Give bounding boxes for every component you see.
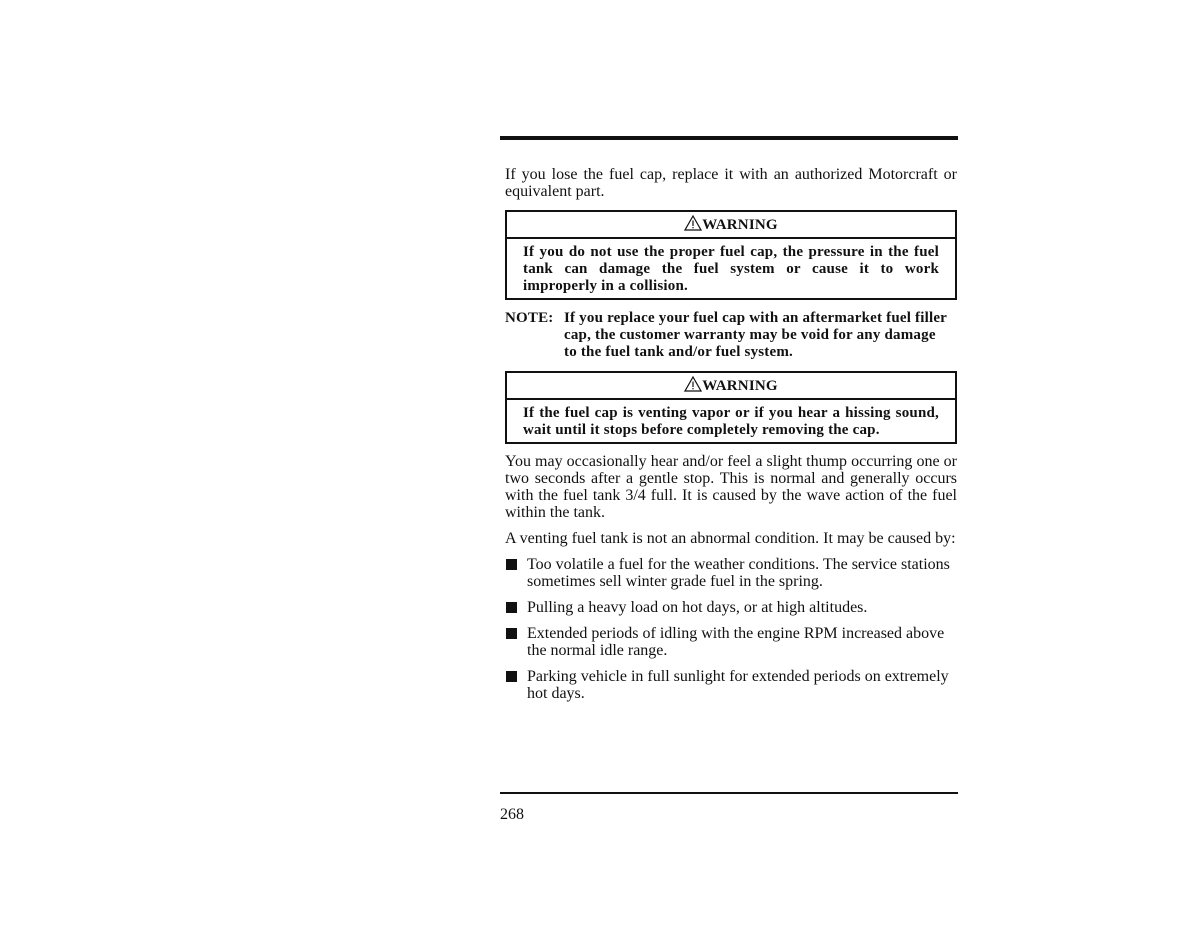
warning-header: [507, 373, 955, 400]
warning-body: If you do not use the proper fuel cap, the pressure in the fuel tank can damage the fuel system or cause it to work improperly in a collision.: [523, 244, 939, 294]
note-text: If you replace your fuel cap with an aftermarket fuel filler cap, the customer warranty may be void for any damage to the fuel tank and/or fuel system.: [564, 310, 947, 360]
warning-title: WARNING: [702, 378, 778, 394]
warning-title: WARNING: [702, 217, 778, 233]
square-bullet-icon: [505, 668, 527, 702]
note-block: [505, 310, 957, 361]
top-rule: [500, 136, 958, 140]
thump-paragraph: You may occasionally hear and/or feel a slight thump occurring one or two seconds after a gentle stop. This is normal and generally occurs with the fuel tank 3/4 full. It is caused by the wave action of the fuel within the tank.: [505, 453, 957, 521]
square-bullet-icon: [505, 556, 527, 590]
list-item: [505, 625, 957, 659]
note-label: NOTE:: [505, 310, 554, 326]
page-number: 268: [500, 806, 524, 823]
page-content: [505, 166, 957, 702]
list-item-text: Pulling a heavy load on hot days, or at high altitudes.: [527, 599, 868, 616]
warning-box-fuel-cap: [505, 210, 957, 300]
causes-list: [505, 556, 957, 702]
list-item-text: Too volatile a fuel for the weather conditions. The service stations sometimes sell winter grade fuel in the spring.: [527, 556, 950, 590]
manual-page: [500, 136, 958, 702]
list-item: [505, 556, 957, 590]
bottom-rule: [500, 792, 958, 794]
square-bullet-icon: [505, 625, 527, 659]
venting-intro-paragraph: A venting fuel tank is not an abnormal condition. It may be caused by:: [505, 530, 956, 547]
square-bullet-icon: [505, 599, 527, 616]
warning-box-venting: [505, 371, 957, 444]
list-item-text: Parking vehicle in full sunlight for extended periods on extremely hot days.: [527, 668, 949, 702]
list-item: [505, 599, 957, 616]
list-item-text: Extended periods of idling with the engine RPM increased above the normal idle range.: [527, 625, 945, 659]
warning-body: If the fuel cap is venting vapor or if you hear a hissing sound, wait until it stops before completely removing the cap.: [523, 405, 939, 438]
warning-triangle-icon: [684, 217, 702, 233]
warning-triangle-icon: [684, 378, 702, 394]
list-item: [505, 668, 957, 702]
warning-header: [507, 212, 955, 239]
intro-paragraph: If you lose the fuel cap, replace it with an authorized Motorcraft or equivalent part.: [505, 166, 957, 200]
